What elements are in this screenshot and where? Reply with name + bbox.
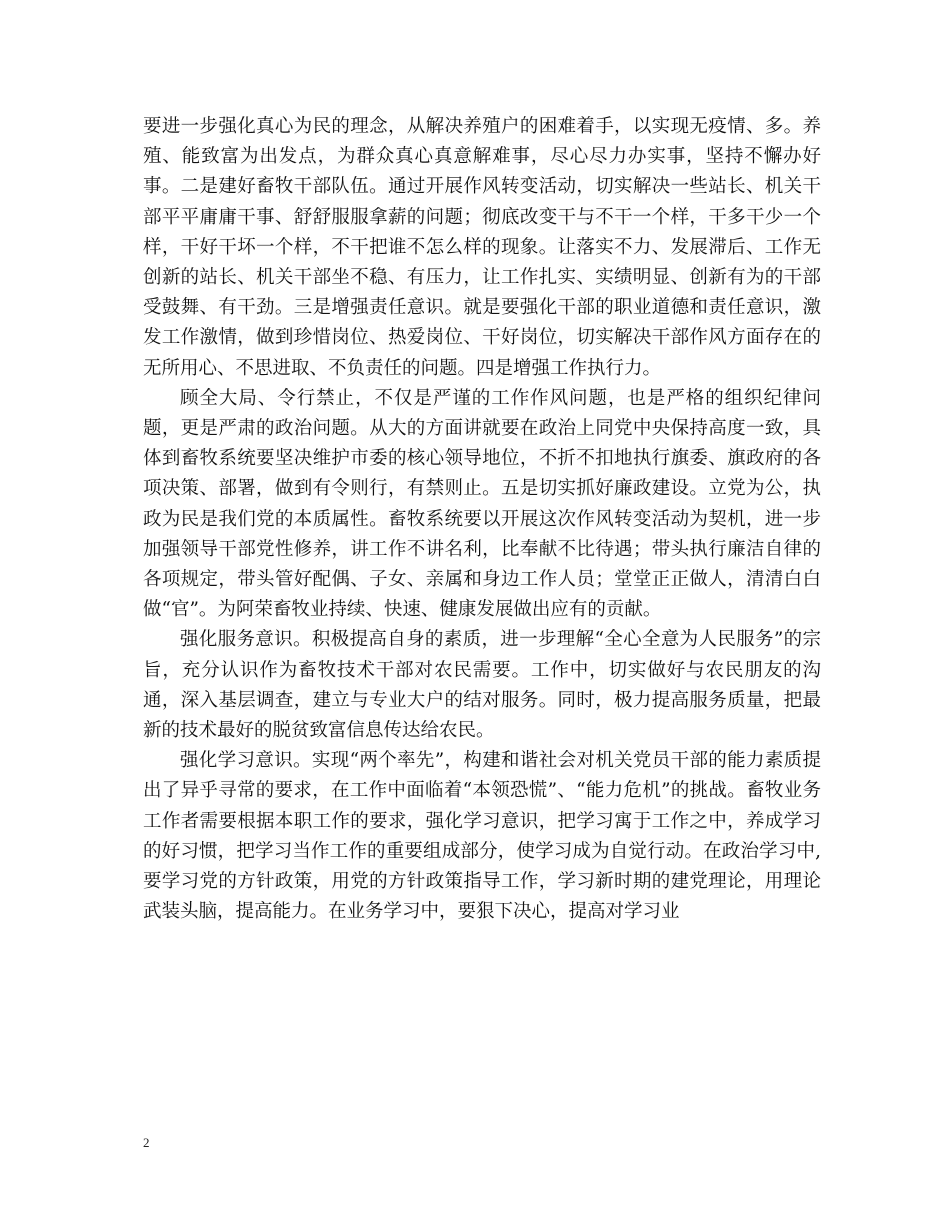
paragraph-1: 要进一步强化真心为民的理念，从解决养殖户的困难着手，以实现无疫情、多。养殖、能致富为出发点，为群众真心真意解难事，尽心尽力办实事，坚持不懈办好事。二是建好畜牧干部队伍。通过开展作风转变活动，切实解决一些站长、机关干部平平庸庸干事、舒舒服服拿薪的问题；彻底改变干与不干一个样，干多干少一个样，干好干坏一个样，不干把谁不怎么样的现象。让落实不力、发展滞后、工作无创新的站长、机关干部坐不稳、有压力，让工作扎实、实绩明显、创新有为的干部受鼓舞、有干劲。三是增强责任意识。就是要强化干部的职业道德和责任意识，激发工作激情，做到珍惜岗位、热爱岗位、干好岗位，切实解决干部作风方面存在的无所用心、不思进取、不负责任的问题。四是增强工作执行力。 — [143, 116, 821, 379]
document-body — [143, 112, 821, 927]
paragraph-2: 顾全大局、令行禁止，不仅是严谨的工作作风问题，也是严格的组织纪律问题，更是严肃的政治问题。从大的方面讲就要在政治上同党中央保持高度一致，具体到畜牧系统要坚决维护市委的核心领导地位，不折不扣地执行旗委、旗政府的各项决策、部署，做到有令则行，有禁则止。五是切实抓好廉政建设。立党为公，执政为民是我们党的本质属性。畜牧系统要以开展这次作风转变活动为契机，进一步加强领导干部党性修养，讲工作不讲名利，比奉献不比待遇；带头执行廉洁自律的各项规定，带头管好配偶、子女、亲属和身边工作人员；堂堂正正做人，清清白白做“官”。为阿荣畜牧业持续、快速、健康发展做出应有的贡献。 — [143, 387, 821, 621]
page-number: 2 — [143, 1135, 150, 1150]
paragraph-3: 强化服务意识。积极提高自身的素质，进一步理解“全心全意为人民服务”的宗旨，充分认识作为畜牧技术干部对农民需要。工作中，切实做好与农民朋友的沟通，深入基层调查，建立与专业大户的结对服务。同时，极力提高服务质量，把最新的技术最好的脱贫致富信息传达给农民。 — [143, 629, 821, 742]
paragraph-4: 强化学习意识。实现“两个率先”，构建和谐社会对机关党员干部的能力素质提出了异乎寻常的要求，在工作中面临着“本领恐慌”、“能力危机”的挑战。畜牧业务工作者需要根据本职工作的要求，强化学习意识，把学习寓于工作之中，养成学习的好习惯，把学习当作工作的重要组成部分，使学习成为自觉行动。在政治学习中,要学习党的方针政策，用党的方针政策指导工作，学习新时期的建党理论，用理论武装头脑，提高能力。在业务学习中，要狠下决心，提高对学习业 — [143, 750, 821, 923]
